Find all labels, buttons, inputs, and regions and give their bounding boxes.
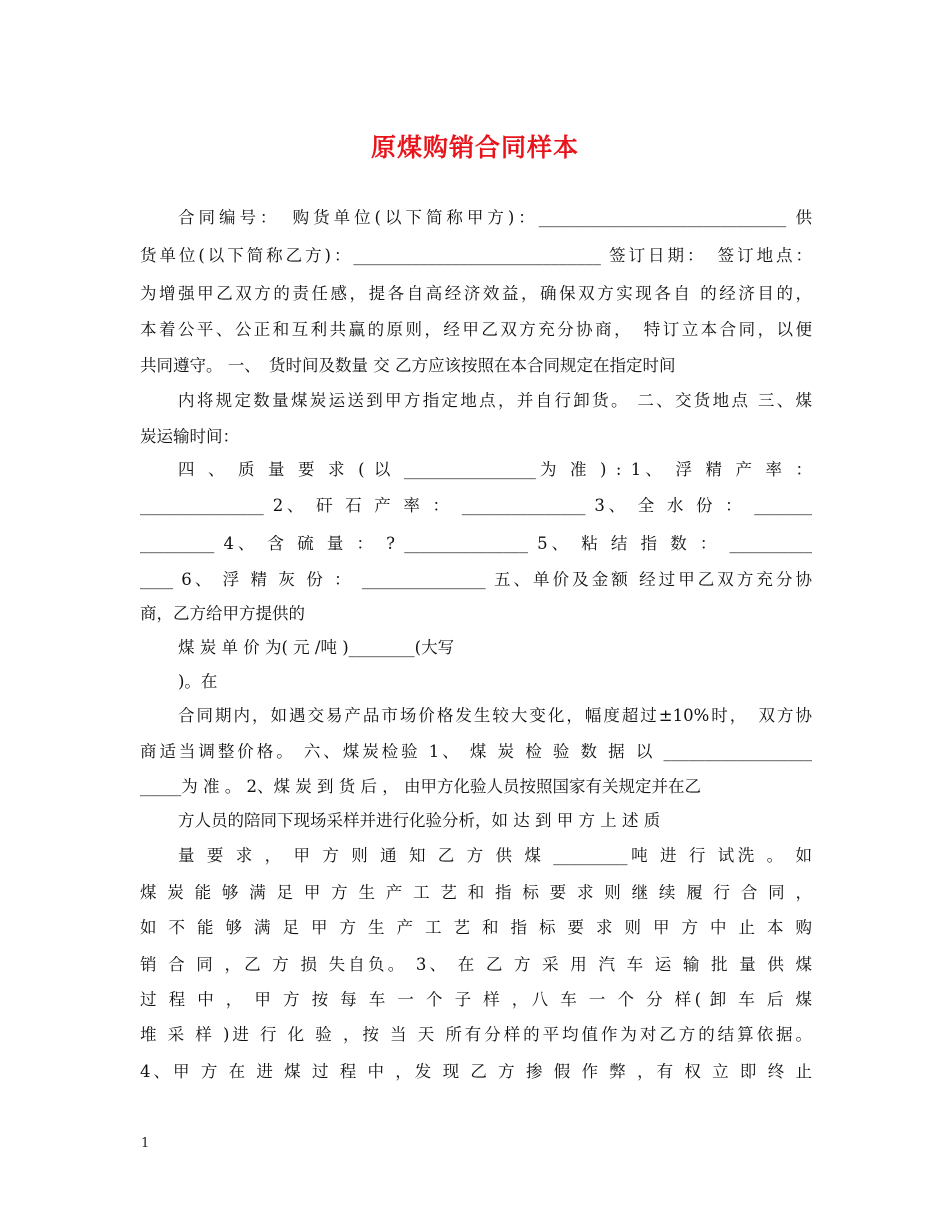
text-line: 量 要 求 ， 甲 方 则 通 知 乙 方 供 煤 _________吨 进 行 试洗 。 如 — [178, 846, 812, 865]
text-line: 销 合 同 ，乙 方 损 失自负。 3、 在 乙 方 采 用 汽 车 运 输 批 量 供 煤 — [140, 955, 812, 974]
document-title: 原煤购销合同样本 — [370, 133, 579, 162]
text-line: )。在 — [178, 672, 218, 691]
text-line: _________ 4、 含 硫 量 ： ? _______________ 5、 粘 结 指 数 ： __________ — [140, 534, 812, 553]
text-line: 为增强甲乙双方的责任感，提各自高经济效益，确保双方实现各自 的经济目的， — [140, 284, 812, 303]
text-line: 煤 炭 能 够 满 足 甲 方 生 产 工 艺 和 指 标 要 求 则 继 续 履 行 合 同 ， — [140, 883, 812, 902]
text-line: 商适当调整价格。 六、煤炭检验 1、 煤 炭 检 验 数 据 以 __________________ — [140, 742, 812, 761]
text-line: 货单位(以下简称乙方)：______________________________ 签订日期： 签订地点： — [140, 246, 812, 265]
text-line: 如 不 能 够 满 足 甲 方 生 产 工 艺 和 指 标 要 求 则 甲 方 中 止 本 购 — [140, 918, 812, 937]
text-line: 内将规定数量煤炭运送到甲方指定地点，并自行卸货。 二、交货地点 三、煤 — [178, 391, 812, 410]
text-line: _______________ 2、 矸 石 产 率 ： _______________ 3、 全 水 份 ： _______ — [140, 496, 812, 515]
text-line: ____ 6、 浮 精 灰 份 ： _______________ 五、单价及金额 经过甲乙双方充分协 — [140, 570, 812, 589]
text-line: 合同编号： 购货单位(以下简称甲方)：______________________________ 供 — [178, 208, 812, 227]
text-line: 方人员的陪同下现场采样并进行化验分析，如 达 到 甲 方 上 述 质 — [178, 811, 661, 830]
text-line: 炭运输时间： — [140, 427, 239, 446]
page-number: 1 — [141, 1136, 150, 1151]
text-line: 4、甲 方 在 进 煤 过 程 中 ，发 现 乙 方 掺 假 作 弊 ，有 权 立 即 终 止 — [140, 1062, 812, 1081]
text-line: 过 程 中 ， 甲 方 按 每 车 一 个 子 样 ，八 车 一 个 分 样( 卸 车 后 煤 — [140, 990, 812, 1009]
text-line: 四 、 质 量 要 求 ( 以 ________________为 准 ) : 1、 浮 精 产 率 ： — [178, 460, 812, 479]
text-line: 商，乙方给甲方提供的 — [140, 604, 305, 623]
text-line: 煤 炭 单 价 为( 元 /吨 )________(大写 — [178, 638, 455, 657]
text-line: 本着公平、公正和互利共赢的原则，经甲乙双方充分协商， 特订立本合同，以便 — [140, 320, 812, 339]
text-line: 合同期内，如遇交易产品市场价格发生较大变化，幅度超过±10%时， 双方协 — [178, 706, 812, 725]
text-line: 共同遵守。 一、 货时间及数量 交 乙方应该按照在本合同规定在指定时间 — [140, 356, 676, 375]
text-line: 堆 采 样 )进 行 化 验 ，按 当 天 所有分样的平均值作为对乙方的结算依据。 — [140, 1025, 812, 1044]
text-line: _____为 准 。 2、煤 炭 到 货 后 ， 由甲方化验人员按照国家有关规定并在乙 — [140, 777, 701, 796]
